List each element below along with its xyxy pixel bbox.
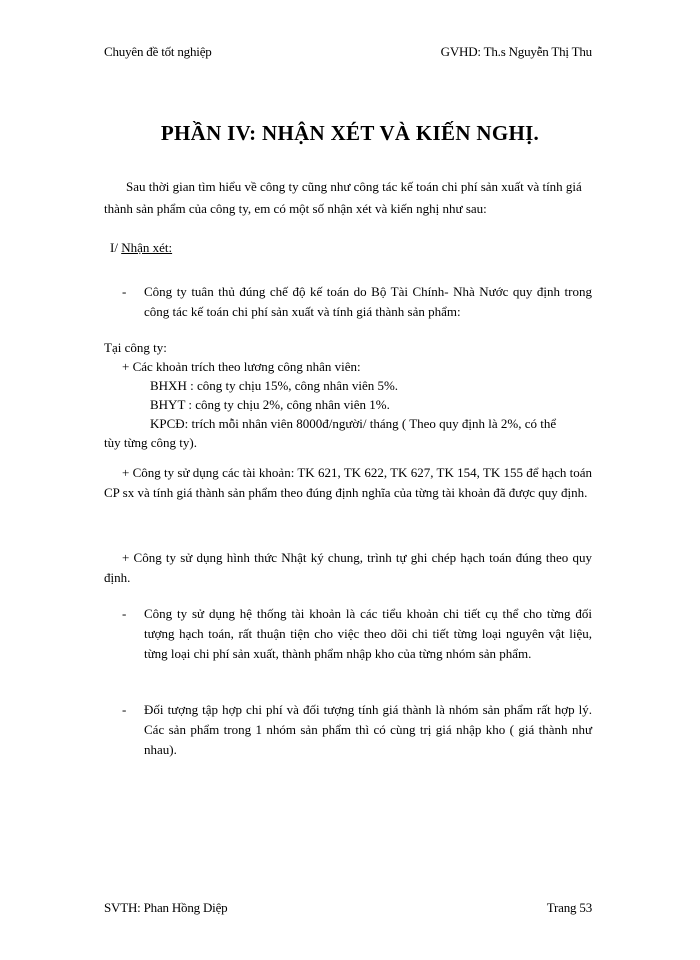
page-footer (104, 900, 592, 916)
intro-paragraph: Sau thời gian tìm hiểu về công ty cũng như công tác kế toán chi phí sản xuất và tính giá thành sản phẩm của công ty, em có một số nhận xét và kiến nghị như sau: (104, 179, 582, 216)
plus-item-luong: + Các khoản trích theo lương công nhân viên: (122, 359, 361, 374)
bullet-dash: - (122, 284, 127, 299)
section-number: I/ (110, 240, 118, 255)
paragraph-tai-khoan: + Công ty sử dụng các tài khoản: TK 621, TK 622, TK 627, TK 154, TK 155 để hạch toán CP sx và tính giá thành sản phẩm theo đúng định nghĩa của từng tài khoản đã được quy định. (104, 465, 592, 500)
page-number: Trang 53 (546, 900, 592, 915)
paragraph-nhat-ky: + Công ty sử dụng hình thức Nhật ký chung, trình tự ghi chép hạch toán đúng theo quy định. (104, 550, 592, 585)
section-heading (110, 240, 172, 256)
bullet-text: Công ty sử dụng hệ thống tài khoản là các tiểu khoản chi tiết cụ thể cho từng đối tượng hạch toán, rất thuận tiện cho việc theo dõi chi tiết từng loại nguyên vật liệu, từng loại chi phí sản xuất, thành phẩm nhập kho của từng nhóm sản phẩm. (144, 606, 592, 661)
header-right: GVHD: Th.s Nguyễn Thị Thu (440, 44, 592, 59)
bullet-dash: - (122, 606, 127, 621)
bullet-item (122, 700, 592, 760)
footer-left: SVTH: Phan Hồng Diệp (104, 900, 228, 915)
bullet-item (122, 604, 592, 664)
kpcd-line-continued: tùy từng công ty). (104, 435, 197, 450)
section-label: Nhận xét: (121, 240, 173, 255)
tai-cong-ty-label: Tại công ty: (104, 340, 167, 355)
kpcd-line: KPCĐ: trích mỗi nhân viên 8000đ/người/ tháng ( Theo quy định là 2%, có thể (150, 416, 557, 431)
bhyt-line: BHYT : công ty chịu 2%, công nhân viên 1%. (150, 397, 390, 412)
bullet-item (122, 282, 592, 322)
page-header (104, 44, 592, 60)
header-left: Chuyên đề tốt nghiệp (104, 44, 212, 59)
bhxh-line: BHXH : công ty chịu 15%, công nhân viên 5%. (150, 378, 399, 393)
bullet-text: Đối tượng tập hợp chi phí và đối tượng tính giá thành là nhóm sản phẩm rất hợp lý. Các sản phẩm trong 1 nhóm sản phẩm thì có cùng trị giá nhập kho ( giá thành như nhau). (144, 702, 592, 757)
bullet-dash: - (122, 702, 127, 717)
page-title: PHẦN IV: NHẬN XÉT VÀ KIẾN NGHỊ. (160, 121, 540, 145)
bullet-text: Công ty tuân thủ đúng chế độ kế toán do Bộ Tài Chính- Nhà Nước quy định trong công tác kế toán chi phí sản xuất và tính giá thành sản phẩm: (144, 284, 592, 319)
